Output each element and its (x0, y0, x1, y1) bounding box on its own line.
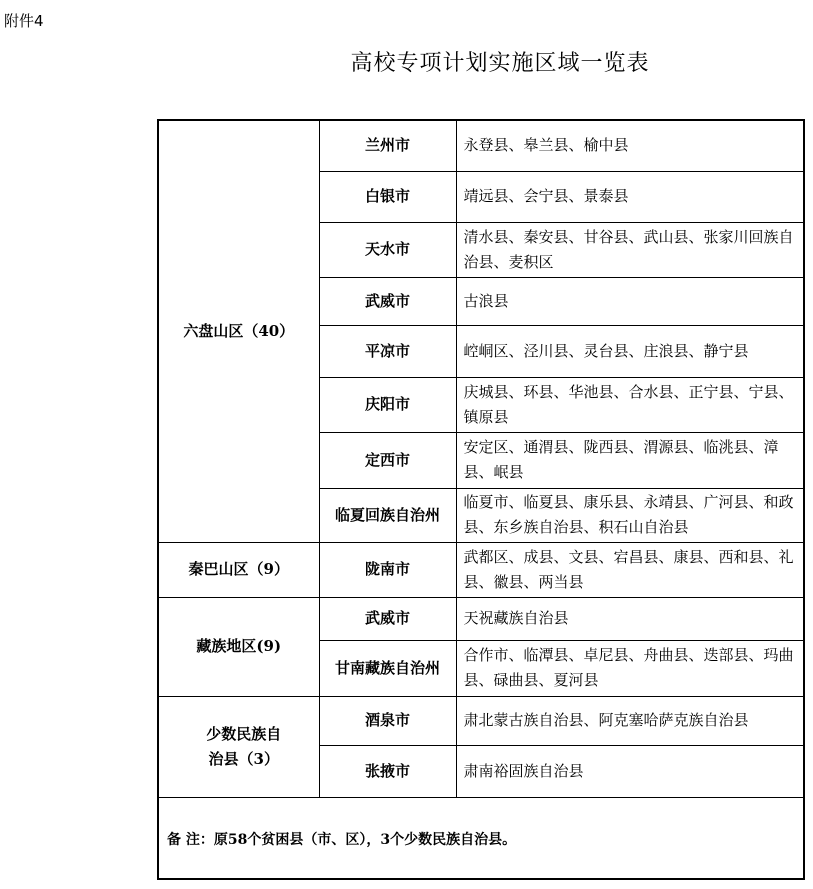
city-cell: 兰州市 (319, 120, 456, 171)
county-cell: 肃南裕固族自治县 (456, 745, 804, 797)
note-text: 备 注：原58个贫困县（市、区），3个少数民族自治县。 (158, 797, 804, 879)
city-cell: 平凉市 (319, 325, 456, 377)
table-row (158, 542, 804, 597)
region-table (157, 119, 805, 880)
table-row (158, 120, 804, 171)
county-cell: 天祝藏族自治县 (456, 597, 804, 640)
county-cell: 靖远县、会宁县、景泰县 (456, 171, 804, 222)
table-row (158, 597, 804, 640)
county-cell: 临夏市、临夏县、康乐县、永靖县、广河县、和政县、东乡族自治县、积石山自治县 (456, 488, 804, 542)
city-cell: 天水市 (319, 222, 456, 277)
city-cell: 定西市 (319, 432, 456, 488)
county-cell: 肃北蒙古族自治县、阿克塞哈萨克族自治县 (456, 696, 804, 745)
city-cell: 陇南市 (319, 542, 456, 597)
county-cell: 合作市、临潭县、卓尼县、舟曲县、迭部县、玛曲县、碌曲县、夏河县 (456, 640, 804, 696)
region-cell: 藏族地区(9) (158, 597, 319, 696)
county-cell: 武都区、成县、文县、宕昌县、康县、西和县、礼县、徽县、两当县 (456, 542, 804, 597)
county-cell: 庆城县、环县、华池县、合水县、正宁县、宁县、镇原县 (456, 377, 804, 432)
city-cell: 酒泉市 (319, 696, 456, 745)
region-cell: 秦巴山区（9） (158, 542, 319, 597)
county-cell: 永登县、皋兰县、榆中县 (456, 120, 804, 171)
city-cell: 临夏回族自治州 (319, 488, 456, 542)
page-title: 高校专项计划实施区域一览表 (350, 51, 650, 76)
table-row (158, 696, 804, 745)
city-cell: 武威市 (319, 597, 456, 640)
city-cell: 白银市 (319, 171, 456, 222)
region-cell: 少数民族自治县（3） (158, 696, 319, 797)
region-cell: 六盘山区（40） (158, 120, 319, 542)
city-cell: 张掖市 (319, 745, 456, 797)
city-cell: 庆阳市 (319, 377, 456, 432)
county-cell: 清水县、秦安县、甘谷县、武山县、张家川回族自治县、麦积区 (456, 222, 804, 277)
county-cell: 崆峒区、泾川县、灵台县、庄浪县、静宁县 (456, 325, 804, 377)
city-cell: 甘南藏族自治州 (319, 640, 456, 696)
county-cell: 安定区、通渭县、陇西县、渭源县、临洮县、漳县、岷县 (456, 432, 804, 488)
county-cell: 古浪县 (456, 277, 804, 325)
attachment-label: 附件4 (4, 12, 44, 30)
note-row (158, 797, 804, 879)
city-cell: 武威市 (319, 277, 456, 325)
